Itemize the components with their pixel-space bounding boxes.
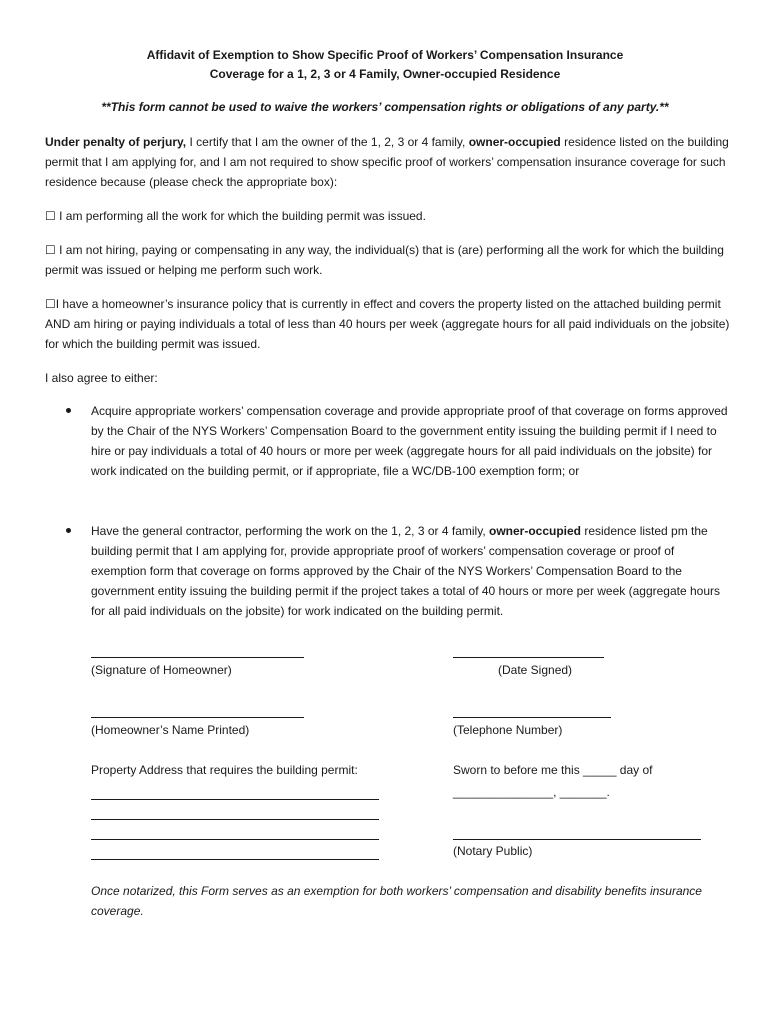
property-address-line-1[interactable] xyxy=(91,799,379,800)
sworn-date-blanks: _______________, _______. xyxy=(453,785,610,799)
form-notice: **This form cannot be used to waive the workers’ compensation rights or obligations of any party.** xyxy=(101,100,669,114)
bullet-2-text-1: Have the general contractor, performing the work on the 1, 2, 3 or 4 family, xyxy=(91,524,489,538)
homeowner-signature-line[interactable] xyxy=(91,657,304,658)
closing-note: Once notarized, this Form serves as an exemption for both workers’ compensation and disability benefits insurance coverage. xyxy=(91,884,702,918)
checkbox-option-1[interactable] xyxy=(45,206,735,226)
form-title-line-2: Coverage for a 1, 2, 3 or 4 Family, Owner-occupied Residence xyxy=(209,67,561,81)
agree-intro: I also agree to either: xyxy=(45,371,158,385)
bullet-dot-icon xyxy=(66,528,71,533)
intro-paragraph xyxy=(45,132,735,192)
bullet-item-1: Acquire appropriate workers’ compensation coverage and provide appropriate proof of that coverage on forms approved by the Chair of the NYS Workers’ Compensation Board to the government entity issuing the building permit if I need to hire or pay individuals a total of 40 hours or more per week (aggregate hours for all paid individuals on the jobsite) for work indicated on the building permit, or if appropriate, file a WC/DB-100 exemption form; or xyxy=(91,404,728,478)
checkbox-option-3[interactable] xyxy=(45,294,735,354)
intro-text-2: residence listed on the building permit that I am applying for, and I am not required to show specific proof of workers’ compensation insurance coverage for such residence because (please check the appropriate box): xyxy=(45,135,729,189)
checkbox-option-2[interactable] xyxy=(45,240,735,280)
checkbox-option-2-text: I am not hiring, paying or compensating in any way, the individual(s) that is (are) performing all the work for which the building permit was issued or helping me perform such work. xyxy=(45,243,724,277)
bullet-2-text-2: residence listed pm the building permit that I am applying for, provide appropriate proof of workers’ compensation coverage or proof of exemption form that coverage on forms approved by the Chair of the NYS Workers’ Compensation Board to the government entity issuing the building permit if the project takes a total of 40 hours or more per week (aggregate hours for all paid individuals on the jobsite) for work indicated on the building permit. xyxy=(91,524,721,618)
notary-public-label: (Notary Public) xyxy=(453,844,533,858)
bullet-2-owner-occupied: owner-occupied xyxy=(488,524,581,538)
notary-signature-line[interactable] xyxy=(453,839,701,840)
telephone-label: (Telephone Number) xyxy=(453,723,563,737)
homeowner-signature-label: (Signature of Homeowner) xyxy=(91,663,232,677)
property-address-line-2[interactable] xyxy=(91,819,379,820)
date-signed-label: (Date Signed) xyxy=(498,663,573,677)
property-address-line-4[interactable] xyxy=(91,859,379,860)
property-address-line-3[interactable] xyxy=(91,839,379,840)
homeowner-name-line[interactable] xyxy=(91,717,304,718)
bullet-item-2 xyxy=(91,521,731,621)
date-signed-line[interactable] xyxy=(453,657,604,658)
bullet-dot-icon xyxy=(66,408,71,413)
checkbox-3[interactable]: ☐ xyxy=(45,297,56,311)
checkbox-option-3-text: I have a homeowner’s insurance policy that is currently in effect and covers the property listed on the attached building permit AND am hiring or paying individuals a total of less than 40 hours per week (aggregate hours for all paid individuals on the jobsite) for which the building permit was issued. xyxy=(45,297,730,351)
property-address-label: Property Address that requires the building permit: xyxy=(91,763,358,777)
telephone-line[interactable] xyxy=(453,717,611,718)
checkbox-1[interactable]: ☐ xyxy=(45,209,56,223)
form-title-line-1: Affidavit of Exemption to Show Specific Proof of Workers’ Compensation Insurance xyxy=(146,48,624,62)
intro-text-1: I certify that I am the owner of the 1, 2, 3 or 4 family, xyxy=(186,135,469,149)
sworn-label: Sworn to before me this _____ day of xyxy=(453,763,653,777)
intro-owner-occupied: owner-occupied xyxy=(468,135,561,149)
homeowner-name-label: (Homeowner’s Name Printed) xyxy=(91,723,250,737)
checkbox-option-1-text: I am performing all the work for which the building permit was issued. xyxy=(55,209,426,223)
intro-lead: Under penalty of perjury, xyxy=(45,135,187,149)
checkbox-2[interactable]: ☐ xyxy=(45,243,56,257)
